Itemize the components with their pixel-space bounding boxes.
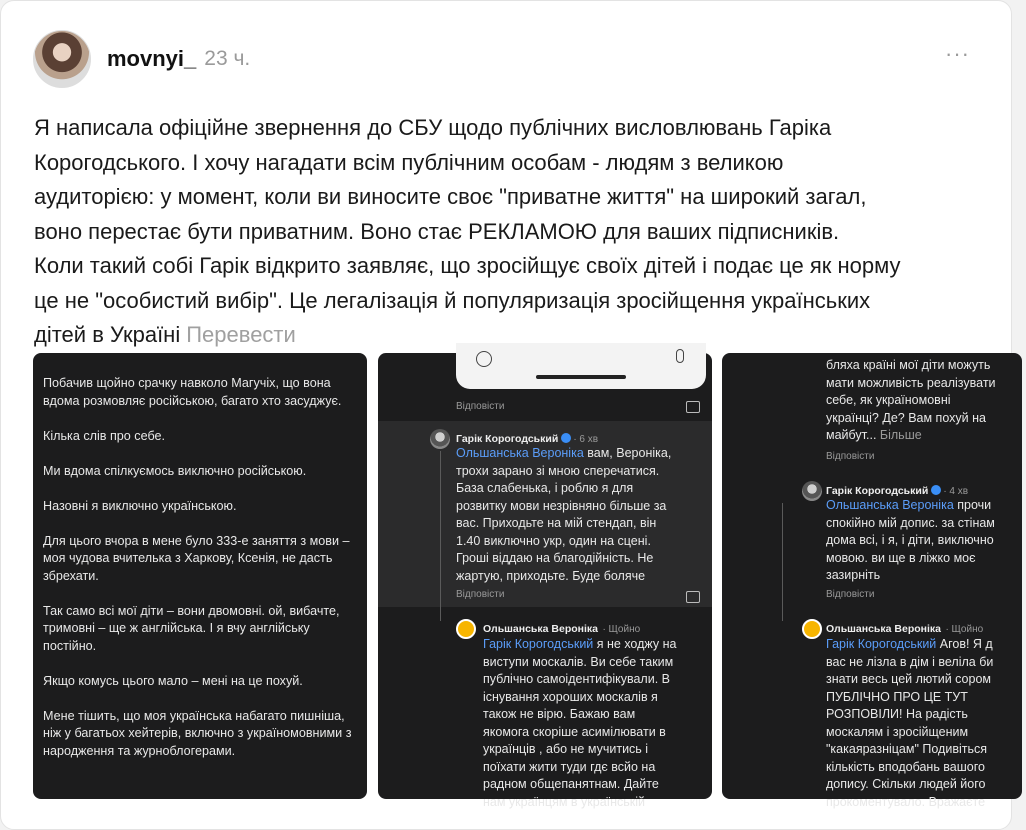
post-header [33,27,250,91]
comment-line: "какаяразніцам" Подивіться [826,742,987,756]
post-text [34,111,994,353]
comment-body [826,497,1026,585]
see-more-link: Більше [879,428,922,442]
comment-line: зазирніть [826,568,881,582]
comment-line: поїхати жити туди гдє всйо на [483,759,656,774]
comment-author: Гарік Корогодський [456,433,559,445]
microphone-icon [676,349,684,363]
translate-link[interactable]: Перевести [186,322,296,347]
mention: Ольшанська Вероніка [456,446,584,460]
comment-line: якомога скоріше асимілювати в [483,724,666,739]
comment-line: москалям і зросійщеним [826,724,969,739]
comment-line: допису. Скільки людей його [826,777,986,791]
comment-body [826,357,1026,445]
comment-line: я не ходжу на [593,637,677,651]
attached-image-3[interactable] [722,353,1022,809]
reply-link: Відповісти [456,401,505,412]
comment-line: вас. Приходьте на мій стендап, він [456,516,657,530]
post-line: воно перестає бути приватним. Воно стає РЕКЛАМОЮ для ваших підписників. [34,218,840,244]
post-line: це не "особистий вибір". Це легалізація й популяризація зросійщення українських [34,287,871,313]
comment-line: публічно самоідентифікували. В [483,672,670,686]
comment-line: кількість вподобань вашого [826,759,985,774]
keyboard-bar [456,343,706,389]
like-icon [686,401,700,413]
comment-line: радном общепанятнам. Дайте [483,777,659,791]
comment-line: Агов! Я д [936,637,993,651]
comment-time: · Щойно [945,624,984,635]
image-1-paragraph: Так само всі мої діти – вони двомовні. ой, вибачте, тримовні – ще ж англійська. І я вчу англійську постійно. [43,603,340,653]
mention: Гарік Корогодський [483,637,594,651]
avatar [802,481,822,501]
comment-line: знати весь цей лютий сором [826,672,992,686]
comment-line: бляха країні мої діти можуть [826,358,991,372]
comment-line: мати можливість реалізувати [826,375,996,390]
comment-author-line [826,619,983,637]
like-icon [686,591,700,603]
comment-author: Ольшанська Вероніка [483,623,598,635]
post-line: Корогодського. І хочу нагадати всім публічним особам - людям з великою [34,149,784,175]
comment-line: також не вірю. Бажаю вам [483,707,636,721]
globe-icon [476,351,492,367]
avatar[interactable] [33,30,91,88]
comment-line: вас не лізла в дім і веліла би [826,654,994,669]
comment-line: жартую, приходьте. Буде боляче [456,568,646,583]
comment-line: База слабенька, і роблю я для [456,481,634,495]
comment-time: · 4 хв [943,486,969,497]
verified-icon [561,433,571,443]
comment-time: · 6 хв [573,434,599,445]
reply-link: Відповісти [456,589,505,600]
image-1-paragraph: Побачив щойно срачку навколо Магучіх, що вона вдома розмовляє російською, багато хто засуджує. [43,376,342,408]
image-1-paragraph: Для цього вчора в мене було 333-е заняття з мови – моя чудова вчителька з Харкову, Ксенія, не дасть збрехати. [43,533,350,583]
more-options-icon[interactable]: ··· [945,41,970,66]
comment-line: нам українцям в українській [483,794,646,809]
avatar [802,619,822,639]
image-1-paragraph: Кілька слів про себе. [43,428,166,443]
image-1-paragraph: Ми вдома спілкуємось виключно російською. [43,463,307,478]
comment-line: українців , або не мучитись і [483,742,649,756]
comment-line: себе, як україномовні [826,393,951,407]
image-1-text [43,375,353,778]
attached-image-2[interactable] [378,353,712,809]
comment-body [483,636,708,811]
thread-line [782,503,783,621]
reply-link: Відповісти [826,451,875,462]
verified-icon [931,485,941,495]
comment-author: Ольшанська Вероніка [826,623,941,635]
thread-line [440,451,441,621]
comment-line: дома всі, і я, і діти, виключно [826,533,994,547]
comment-line: українці? Де? Вам похуй на [826,410,986,425]
comment-line: ПУБЛІЧНО ПРО ЦЕ ТУТ [826,689,968,704]
reply-link: Відповісти [826,589,875,600]
mention: Ольшанська Вероніка [826,498,954,512]
image-1-paragraph: Назовні я виключно українською. [43,498,237,513]
comment-line: РОЗПОВІЛИ! На радість [826,707,968,721]
comment-line: вам, Вероніка, [583,446,672,460]
comment-line: Гроші віддаю на благодійність. Не [456,551,654,565]
username[interactable]: movnyi_ [107,46,197,71]
image-1-paragraph: Мене тішить, що моя українська набагато пишніша, ніж у багатьох хейтерів, включно з україномовними з народження та журноблогерами. [43,708,352,758]
comment-line: прокоментувало. Вражаєте [826,794,986,809]
comment-line: мовою. ви ще в ліжко моє [826,550,976,565]
comment-line: розвитку мови незрівняно більше за [456,498,667,513]
comment-line: існування хороших москалів я [483,689,658,704]
post-line: Коли такий собі Гарік відкрито заявляє, що зросійщує своїх дітей і подає це як норму [34,253,901,278]
post-line: Я написала офіційне звернення до СБУ щодо публічних висловлювань Гаріка [34,115,832,140]
comment-body [826,636,1026,811]
comment-body [456,445,706,585]
comment-time: · Щойно [602,624,641,635]
comment-author-line [483,619,640,637]
post-line: аудиторією: у момент, коли ви виносите своє "приватне життя" на широкий загал, [34,184,867,209]
avatar [456,619,476,639]
comment-line: спокійно мій допис. за стінам [826,515,995,530]
avatar [430,429,450,449]
image-1-paragraph: Якщо комусь цього мало – мені на це похуй. [43,673,303,688]
comment-line: майбут... [826,428,880,442]
comment-author: Гарік Корогодський [826,485,929,497]
home-indicator [536,375,626,379]
post-line-text: дітей в Україні [34,322,181,347]
comment-line: виступи москалів. Ви себе таким [483,654,674,669]
mention: Гарік Корогодський [826,637,937,651]
attached-image-1[interactable] [33,353,367,799]
comment-line: трохи зарано зі мною сперечатися. [456,463,660,478]
post-time[interactable]: 23 ч. [204,47,251,70]
comment-line: 1.40 виключно укр, один на сцені. [456,533,651,548]
comment-line: прочи [953,498,992,512]
